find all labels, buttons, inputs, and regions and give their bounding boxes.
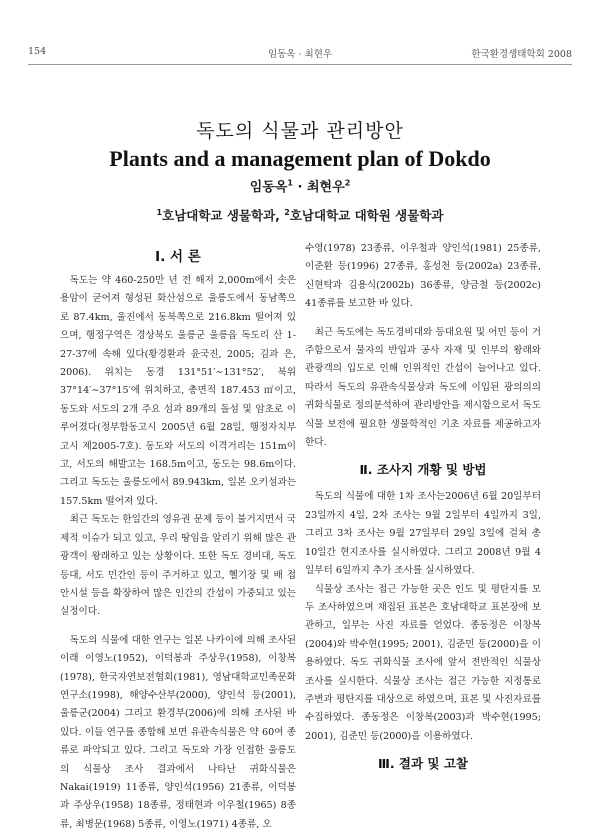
section-heading: Ⅲ. 결과 및 고찰: [378, 756, 468, 772]
body-paragraph: 수영(1978) 23종류, 이우철과 양인석(1981) 25종류, 이준환 등(1996) 27종류, 홍성천 등(2002a) 23종류, 신현탁과 김용식(2002b) 36종류, 양금철 등(2002c) 41종류를 보고한 바 있다.: [305, 243, 541, 310]
affiliation-superscript: 1: [156, 207, 163, 217]
body-paragraph: 독도의 식물에 대한 1차 조사는2006년 6월 20일부터 23일까지 4일, 2차 조사는 9월 2일부터 4일까지 3일, 그리고 3차 조사는 9월 27일부터 29일 3일에 걸쳐 총 10일간 현지조사를 실시하였다. 그리고 2008년 9월 4일부터 6일까지 추가 조사를 실시하였다.: [305, 491, 541, 577]
affiliation-superscript: 2: [284, 207, 290, 217]
paragraph-gap: [60, 622, 296, 632]
right-column: [305, 240, 541, 782]
body-paragraph: 독도의 식물에 대한 연구는 일본 나카이에 의해 조사된 이래 이영노(1952), 이덕봉과 주상우(1958), 이창복(1978), 한국자연보전협회(1981), 영남대학교민족문화연구소(1998), 해양수산부(2000), 양인석 등(2001), 울릉군(2004) 그리고 환경부(2006)에 의해 조사된 바 있다. 이들 연구를 종합해 보면 유관속식물은 약 60여 종류로 파악되고 있다. 그리고 독도와 가장 인접한 울릉도의 식물상 조사 결과에서 나타난 귀화식물은 Nakai(1919) 11종류, 양인석(1956) 21종류, 이덕봉과 주상우(1958) 18종류, 정태현과 이우철(1965) 8종류, 최병문(1968) 5종류, 이영노(1971) 4종류, 오: [60, 634, 296, 830]
korean-title: 독도의 식물과 관리방안: [196, 120, 404, 142]
author-separator: ·: [293, 180, 307, 195]
section-heading: Ⅱ. 조사지 개황 및 방법: [359, 462, 487, 478]
running-header: [28, 46, 572, 62]
affiliation-text: 호남대학교 생물학과,: [162, 208, 285, 223]
body-paragraph: 식물상 조사는 접근 가능한 곳은 인도 및 평탄지를 모두 조사하였으며 채집된 표본은 호남대학교 표본장에 보관하고, 일부는 사진 자료를 얻었다. 종동정은 이창복(2004)와 박수현(1995; 2001), 김준민 등(2000)을 이용하였다. 독도 귀화식물 조사에 앞서 전반적인 식물상 조사를 실시한다. 식물상 조사는 접근 가능한 지정통로 주변과 평탄지를 대상으로 하였으며, 표본 및 사진자료를 수집하였다. 종동정은 이창복(2003)과 박수현(1995; 2001), 김준민 등(2000)을 이용하였다.: [305, 583, 541, 742]
affiliation-line: [0, 206, 600, 224]
header-authors: 임동옥 · 최현우: [267, 49, 333, 60]
body-paragraph: 독도는 약 460-250만 년 전 해저 2,000m에서 솟은 용암이 굳어져 형성된 화산섬으로 울릉도에서 동남쪽으로 87.4km, 울진에서 동북쪽으로 216.8km 떨어져 있으며, 행정구역은 경상북도 울릉군 울릉읍 독도리 산 1-27-37에 속해 있다(황경환과 윤국진, 2005; 김과 은, 2006). 위치는 동경 131°51′∼131°52′, 북위 37°14′∼37°15′에 위치하고, 총면적 187.453 ㎡이고, 동도와 서도의 2개 주요 섬과 89개의 돌섬 및 암초로 이루어졌다(정부합동고시 2005년 6월 28일, 행정자치부고시 제2005-7호). 동도와 서도의 이격거리는 151m이고, 서도의 해발고는 168.5m이고, 동도는 98.6m이다. 그리고 독도는 울릉도에서 89.943km, 일본 오키섬과는 157.5km 떨어져 있다.: [60, 275, 296, 507]
affiliation-text: 호남대학교 대학원 생물학과: [289, 208, 444, 223]
body-paragraph: 최근 독도에는 독도경비대와 등대요원 및 어민 등이 거주함으로서 물자의 반입과 공사 자재 및 인부의 왕래와 관광객의 입도로 인해 인위적인 간섭이 늘어나고 있다. 따라서 독도의 유관속식물상과 독도에 이입된 광의의의 귀화식물로 정의분석하여 관리방안을 제시함으로서 독도식물 보전에 필요한 생물학적인 기초 자료를 제공하고자 한다.: [305, 326, 541, 449]
english-title: Plants and a management plan of Dokdo: [109, 146, 491, 171]
journal-name: 한국환경생태학회 2008: [471, 49, 572, 60]
paragraph-gap: [305, 314, 541, 324]
author-line: [0, 176, 600, 195]
header-rule: [28, 64, 572, 65]
author-name: 임동옥: [249, 180, 288, 195]
author-superscript: 1: [287, 178, 293, 188]
author-name: 최현우: [307, 180, 345, 195]
section-heading: Ⅰ. 서 론: [155, 249, 201, 265]
page-number: 154: [28, 46, 47, 57]
author-superscript: 2: [344, 178, 351, 188]
left-column: [60, 240, 296, 834]
body-paragraph: 최근 독도는 한일간의 영유권 문제 등이 불거지면서 국제적 이슈가 되고 있고, 우리 땅임을 알리기 위해 많은 관광객이 왕래하고 있는 상황이다. 또한 독도 경비대, 독도 등대, 서도 민간인 등이 주거하고 있고, 헬기장 및 배 접안시설 등을 확장하여 많은 인간의 간섭이 가중되고 있는 실정이다.: [60, 514, 296, 618]
